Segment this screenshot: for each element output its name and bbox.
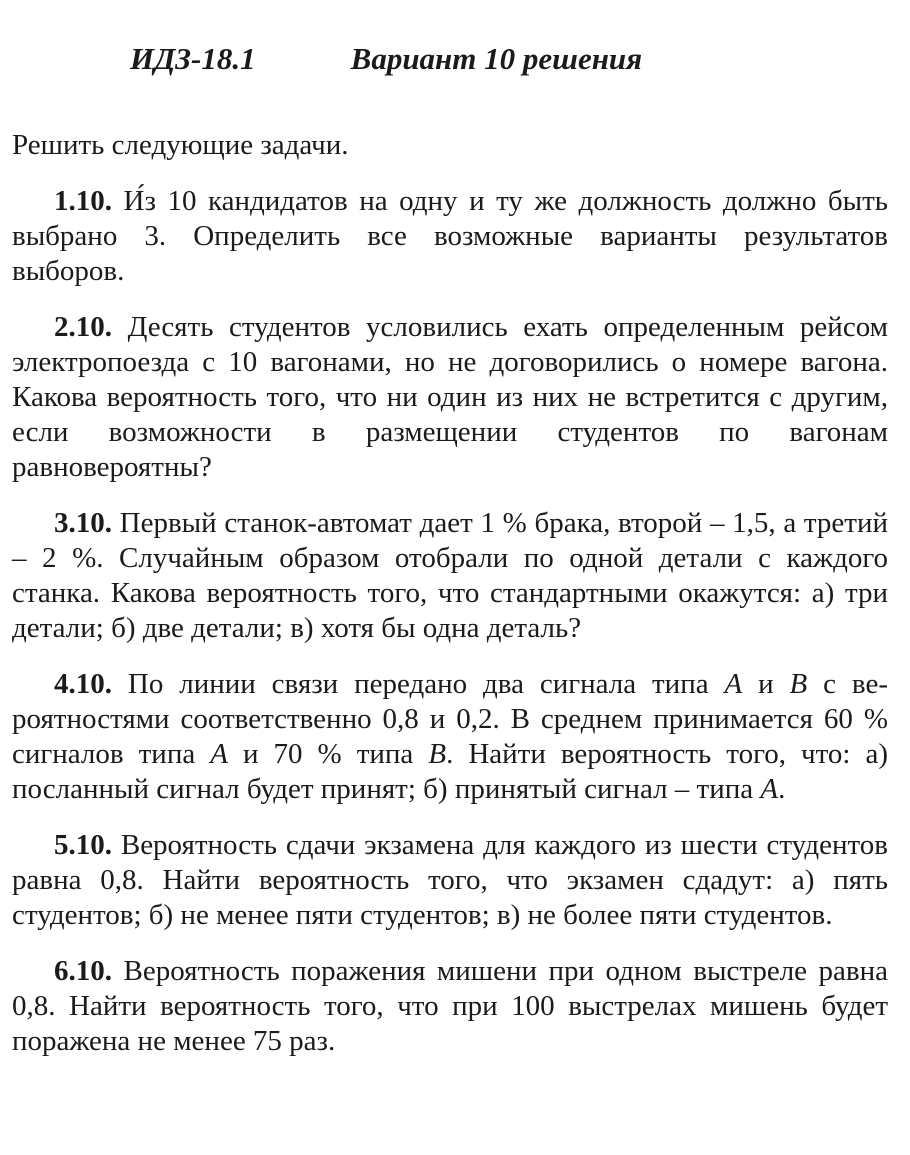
text-run: Первый станок-автомат дает 1 % брака, второй – 1,5, а третий – 2 %. Случайным образом отобрали по одной детали с каждого станка. Какова вероятность того, что стандартными окажутся: а) три детали; б) две детали; в) хотя бы одна деталь?	[12, 507, 888, 644]
text-run: А	[724, 668, 743, 700]
problem-paragraph-3-10	[12, 506, 888, 646]
intro-text: Решить следующие задачи.	[12, 129, 349, 161]
text-run: И́з 10 кандидатов на одну и ту же должность должно быть выбрано 3. Определить все возможные варианты результатов выборов.	[12, 185, 888, 287]
problem-paragraph-4-10	[12, 667, 888, 807]
text-run: В	[789, 668, 808, 700]
text-run: и 70 % типа	[227, 738, 429, 770]
text-run: А	[760, 773, 779, 805]
header-course-code: ИДЗ-18.1	[130, 41, 256, 76]
text-run: с вероятностями соответственно 0,8 и 0,2. В среднем принимается 60 % сигналов типа	[12, 668, 888, 770]
problem-number: 4.10.	[54, 668, 112, 700]
problem-number: 2.10.	[54, 311, 112, 343]
text-run: По линии связи передано два сигнала типа	[112, 668, 725, 700]
problem-number: 6.10.	[54, 955, 112, 987]
text-run: . Найти вероятность того, что: а) посланный сигнал будет принят; б) принятый сигнал – типа	[12, 738, 888, 805]
problem-paragraph-1-10	[12, 184, 888, 289]
text-run: .	[778, 773, 786, 805]
text-run: и	[742, 668, 790, 700]
header-variant-title: Вариант 10 решения	[350, 41, 643, 76]
problem-number: 3.10.	[54, 507, 112, 539]
problem-number: 1.10.	[54, 185, 112, 217]
problem-paragraph-2-10	[12, 310, 888, 485]
text-run: В	[428, 738, 447, 770]
doc-header	[12, 40, 888, 78]
problem-paragraph-5-10	[12, 828, 888, 933]
text-run: А	[210, 738, 228, 770]
text-run: Вероятность сдачи экзамена для каждого из шести студентов равна 0,8. Найти вероятность того, что экзамен сдадут: а) пять студентов; б) не менее пяти студентов; в) не более пяти студентов.	[12, 829, 888, 931]
text-run: Десять студентов условились ехать определенным рейсом электропоезда с 10 вагонами, но не договорились о номере вагона. Какова вероятность того, что ни один из них не встретится с другим, если возможности в размещении студентов по вагонам равновероятны?	[12, 311, 888, 483]
problem-number: 5.10.	[54, 829, 112, 861]
problem-paragraph-6-10	[12, 954, 888, 1059]
text-run: Вероятность поражения мишени при одном выстреле равна 0,8. Найти вероятность того, что при 100 выстрелах мишень будет поражена не менее 75 раз.	[12, 955, 888, 1057]
